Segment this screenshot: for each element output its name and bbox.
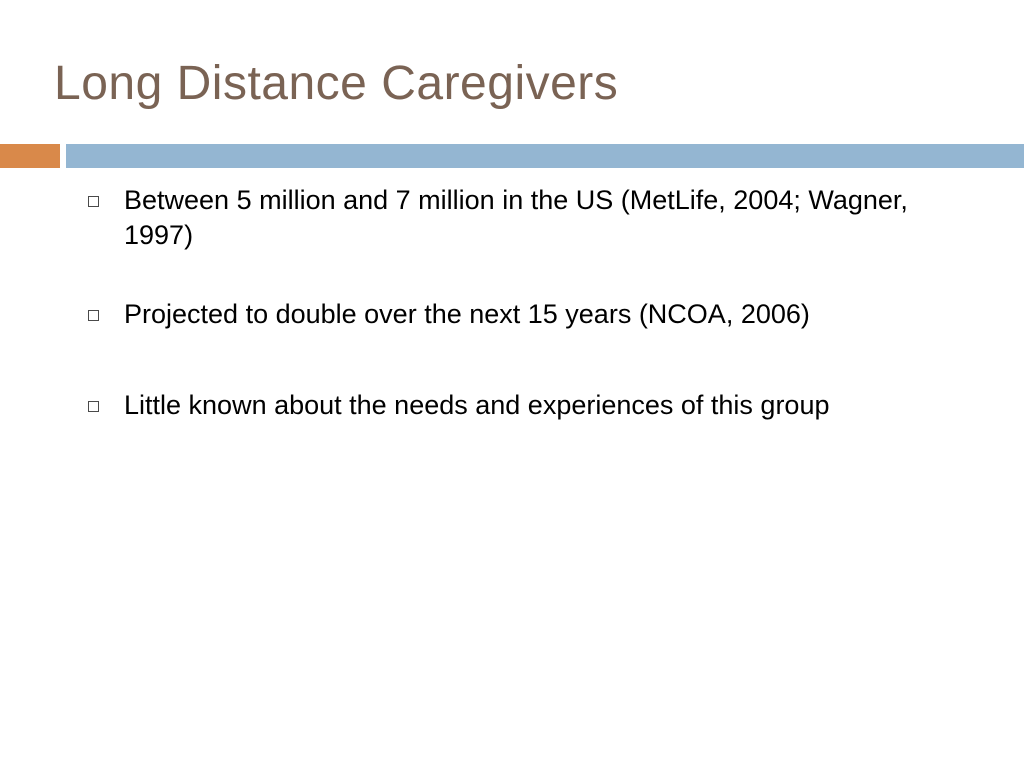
title-accent-bar: [0, 144, 60, 168]
bullet-list: [88, 183, 908, 423]
slide-title: Long Distance Caregivers: [54, 57, 619, 110]
bullet-text: Projected to double over the next 15 years (NCOA, 2006): [124, 299, 810, 329]
bullet-item: [88, 297, 908, 332]
bullet-item: [88, 388, 908, 423]
hollow-square-bullet-icon: [88, 401, 99, 412]
hollow-square-bullet-icon: [88, 310, 99, 321]
bullet-item: [88, 183, 908, 253]
title-divider-bar: [66, 144, 1024, 168]
bullet-text: Between 5 million and 7 million in the US (MetLife, 2004; Wagner, 1997): [124, 185, 908, 250]
bullet-text: Little known about the needs and experiences of this group: [124, 390, 830, 420]
hollow-square-bullet-icon: [88, 196, 99, 207]
